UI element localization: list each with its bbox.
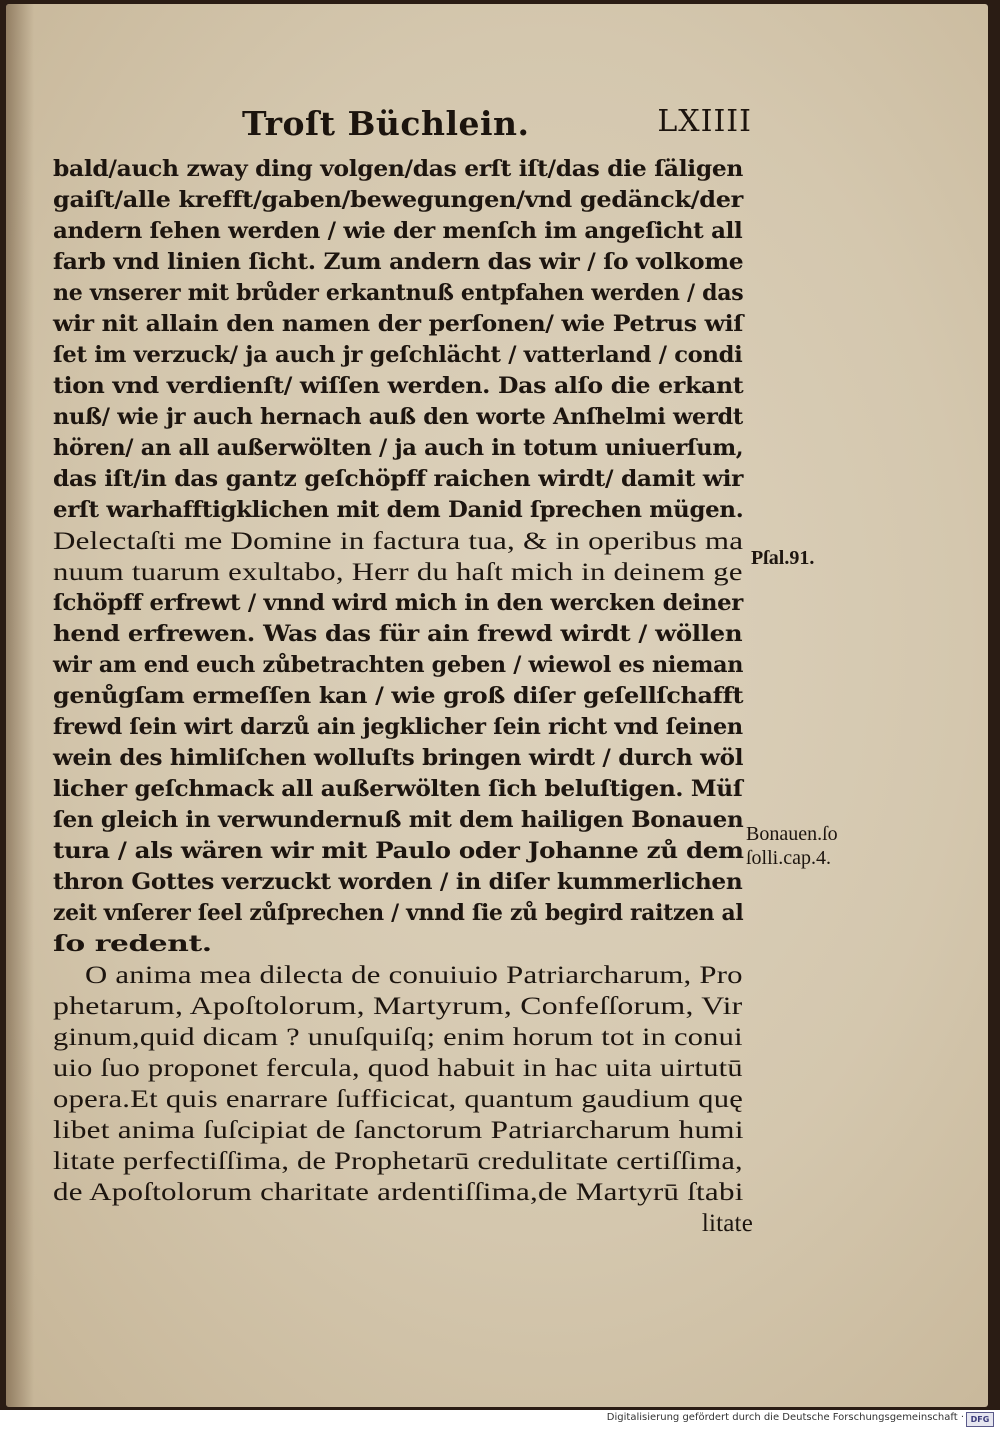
text-line: O anima mea dilecta de conuiuio Patriarcharum, Pro (84, 962, 743, 989)
text-line: libet anima ſuſcipiat de ſanctorum Patriarcharum humi (53, 1117, 744, 1144)
text-line: thron Gottes verzuckt worden / in diſer kummerlichen (53, 869, 743, 895)
text-line: gaiſt/alle krefft/gaben/bewegungen/vnd gedänck/der (53, 187, 744, 213)
text-line: zeit vnſerer ſeel zůſprechen / vnnd ſie zů begird raitzen al (53, 900, 744, 926)
text-line: erſt warhafftigklichen mit dem Danid ſprechen mügen. (53, 497, 744, 523)
text-line: opera.Et quis enarrare ſufficicat, quantum gaudium quę (53, 1086, 744, 1113)
text-line: tion vnd verdienſt/ wiſſen werden. Das alſo die erkant (53, 373, 744, 399)
text-line: frewd ſein wirt darzů ain jegklicher ſein richt vnd ſeinen (53, 714, 743, 740)
text-line: nuß/ wie jr auch hernach auß den worte Anſhelmi werdt (53, 404, 743, 430)
text-line: das iſt/in das gantz geſchöpff raichen wirdt/ damit wir (53, 466, 744, 492)
digitization-credit: Digitalisierung gefördert durch die Deutsche Forschungsgemeinschaft · (606, 1412, 964, 1423)
text-line: uio ſuo proponet fercula, quod habuit in hac uita uirtutū (53, 1055, 743, 1082)
text-line: ne vnserer mit brůder erkantnuß entpfahen werden / das (53, 280, 744, 306)
text-block (53, 154, 753, 1239)
text-line: Delectaſti me Domine in factura tua, & in operibus ma (53, 528, 744, 555)
text-line: farb vnd linien ſicht. Zum andern das wir / ſo volkome (53, 249, 744, 275)
spine-shadow (6, 4, 34, 1407)
text-line: wein des himliſchen wolluſts bringen wirdt / durch wöl (53, 745, 744, 771)
text-line: wir nit allain den namen der perſonen/ wie Petrus wiſ (53, 311, 744, 337)
text-line: litate perfectiſſima, de Prophetarū credulitate certiſſima, (53, 1148, 743, 1175)
text-line: ſo redent. (53, 931, 212, 957)
text-line: nuum tuarum exultabo, Herr du haſt mich in deinem ge (53, 559, 743, 586)
text-line: litate (701, 1210, 753, 1237)
text-line: de Apoſtolorum charitate ardentiſſima,de Martyrū ſtabi (53, 1179, 744, 1206)
book-page (6, 4, 988, 1407)
text-line: andern ſehen werden / wie der menſch im angeſicht all (53, 218, 743, 244)
marginal-note-line: ſolli.cap.4. (746, 847, 831, 869)
text-line: genůgſam ermeſſen kan / wie groß diſer geſellſchafft (53, 683, 744, 709)
marginal-note-psalm: Pſal.91. (751, 547, 815, 569)
marginal-note-line: Bonauen.ſo (746, 823, 838, 845)
text-line: bald/auch zway ding volgen/das erſt iſt/das die ſäligen (53, 156, 744, 182)
text-line: tura / als wären wir mit Paulo oder Johanne zů dem (53, 838, 744, 864)
running-head-title: Troſt Büchlein. (242, 104, 530, 143)
running-head (242, 104, 752, 152)
text-line: ſchöpff erfrewt / vnnd wird mich in den wercken deiner (53, 590, 743, 616)
text-line: hend erfrewen. Was das für ain frewd wirdt / wöllen (53, 621, 743, 647)
text-line: wir am end euch zůbetrachten geben / wiewol es nieman (53, 652, 744, 678)
marginal-note-bonaventura (746, 822, 838, 870)
folio-number: LXIIII (657, 104, 752, 139)
text-line: ſen gleich in verwundernuß mit dem hailigen Bonauen (53, 807, 744, 833)
dfg-logo: DFG (966, 1412, 994, 1427)
text-line: ginum,quid dicam ? unuſquiſq; enim horum tot in conui (53, 1024, 743, 1051)
text-line: phetarum, Apoſtolorum, Martyrum, Confeſſorum, Vir (53, 993, 743, 1020)
text-line: hören/ an all außerwölten / ja auch in totum uniuerſum, (53, 435, 744, 461)
text-line: ſet im verzuck/ ja auch jr geſchlächt / vatterland / condi (53, 342, 743, 368)
text-line: licher geſchmack all außerwölten ſich beluſtigen. Müſ (53, 776, 743, 802)
